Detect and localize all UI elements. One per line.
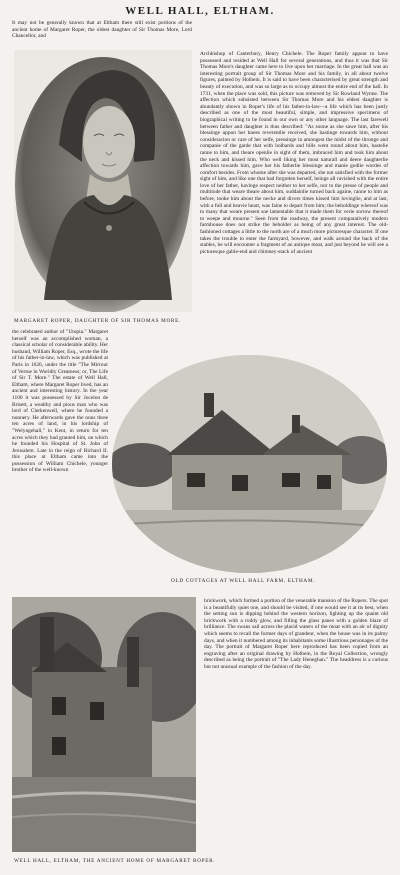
portrait-caption: MARGARET ROPER, DAUGHTER OF SIR THOMAS MORE. [14, 318, 181, 324]
cottages-caption: OLD COTTAGES AT WELL HALL FARM, ELTHAM. [171, 578, 316, 584]
left-column-text: the celebrated author of "Utopia." Margaret herself was an accomplished woman, a classical scholar of considerable ability. Her husband, William Roper, Esq., wrote the life of his father-in-law, which was published at Paris in 1626, under the title "The Mirrour of Vertue in Worldly Greatness; or, The Life of Sir T. More." The estate of Well Hall, Eltham, where Margaret Roper lived, has an ancient and interesting history. In the year 1100 it was possessed by Sir Jocelon de Brisett, a wealthy and pious man who was lord of Clerkenwell, where he founded a nunnery. He afterwards gave the nuns three ten acres of land, in his lordship of "Welyngehall," in Kent, in return for ten acres which they had granted him, on which he founded his Hospital of St. John of Jerusalem. Late in the reign of Richard II. this place at Eltham came into the possession of William Chichele, younger brother of the well-known [12, 329, 108, 474]
margaret-roper-portrait [14, 50, 192, 312]
old-cottages-image [112, 355, 387, 573]
intro-text: It may not be generally known that at Eltham there still exist portions of the ancient home of Margaret Roper, the oldest daughter of Sir Thomas More, Lord Chancellor, and [12, 20, 192, 40]
well-hall-caption: WELL HALL, ELTHAM, THE ANCIENT HOME OF MARGARET ROPER. [14, 858, 216, 864]
right-bottom-text: brickwork, which formed a portion of the venerable mansion of the Ropers. The spot is a beautifully quiet one, and should be visited, if one would see it at its best, when the setting sun is dipping behind the western horizon, lighting up the quaint old brickwork with a ruddy glow, and filling the glass panes with a golden blaze of brilliance. The swans sail across the placid waters of the moat with an air of dignity which seems to recall the former days of grandeur, when the house was in its palmy days, and when it numbered among its inhabitants some illustrious personages of the day. The portrait of Margaret Roper here reproduced has been copied from an engraving after an original drawing by Holbein, in the Royal Collection, wrongly described as being the portrait of "The Lady Heneghan." The headdress is a curious but not unusual example of the fashion of the day. [204, 598, 388, 670]
right-column-text: Archbishop of Canterbury, Henry Chichele. The Roper family appear to have possessed and resided at Well Hall for several generations, and thus it was that Sir Thomas More's daughter came here to live upon her marriage. In the great hall was an interesting portrait group of Sir Thomas More and his family, in all about twelve figures, painted by Holbein. It is said to have been characterised by great strength and beauty of execution, and was so large as to occupy almost the entire end of the hall. In 1731, when the place was sold, this picture was removed by Sir Rowland Wynne. The affection which subsisted between Sir Thomas More and his eldest daughter is abundantly shown in Roper's life of his father-in-law—a life which has been justly described as one of the most beautiful, simple, and impressive specimens of biographical writing to be found in our own or any other language. The last farewell between father and daughter is thus described: "As soone as she sawe him, after his blessinge uppon her knees reverentlie received, she hastinge towards him, without consideracion or care of her selfe, pressinge in amongest the midst of the thronge and companie of the garde that with holbards and bills went round about him, hastelie ranne to him, and theare openlie in sight of them, imbraced him and took him about the neck and kissed him. Who well liking her most naturall and deere daughterlie affection towards him, gave her his fatherlie blessinge and manie godlie wordes of comfort besides. From whome after she was departed, she not satisfied with the former sight of him, and like one that had forgotten herself, beinge all ravished with the entire love of her father, havinge respect neither to her selfe, nor to the presse of people and multitude that weare theare about him, suddainlie turned back againe, ranne to him as before, tooke him about the necke and divers times kissed him lovinglie, and at last, with a full and heavie heart, was faine to depart from him; the beholdinge whereof was to many that weare present soe lamentable that it made them for verie sorrow thereof to weepe and mourne." Seen from the roadway, the present comparatively modern farmhouse does not strike the beholder as being of any great interest. The old-fashioned cottages a little to the north are of a much more picturesque character. If one takes the trouble to enter the farmyard, however, and walk around the back of the stables, he will encounter a fragment of an antique moat, and just beyond he will see a picturesque gable-end and chimney-stack of ancient [200, 51, 388, 255]
page-title: WELL HALL, ELTHAM. [125, 5, 275, 17]
well-hall-photo [12, 597, 196, 852]
